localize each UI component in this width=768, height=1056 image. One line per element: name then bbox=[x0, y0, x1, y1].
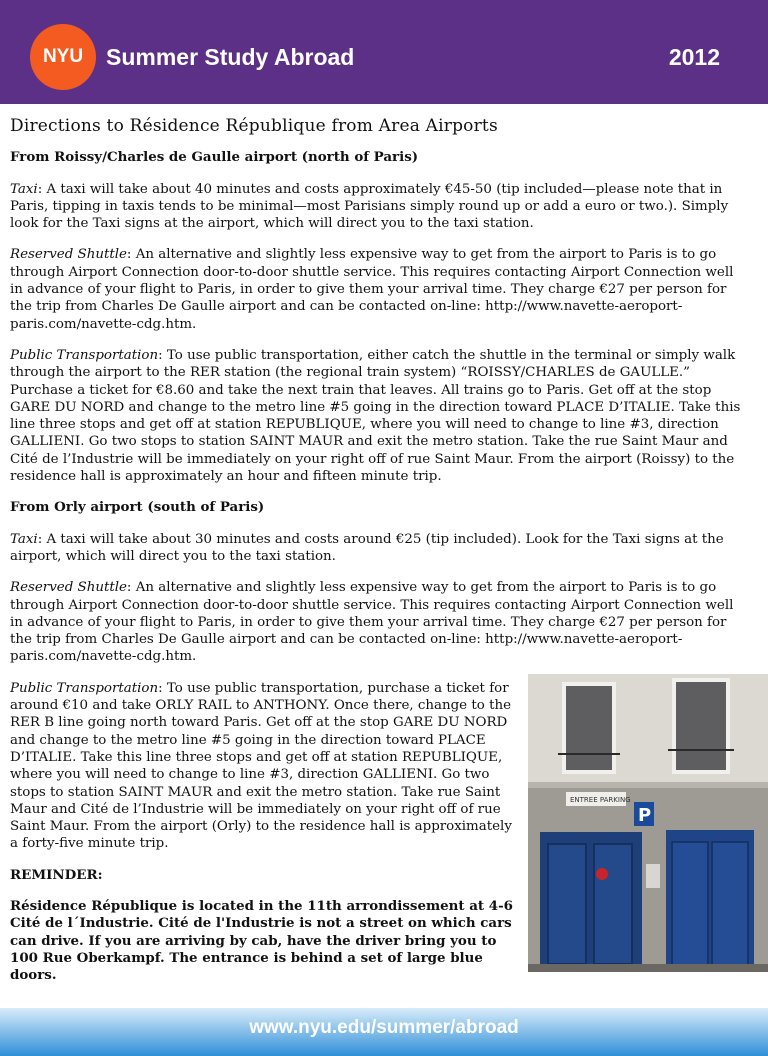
cdg-public-paragraph bbox=[10, 347, 748, 485]
building-entrance-image bbox=[528, 674, 768, 972]
orly-shuttle-label: Reserved Shuttle bbox=[10, 580, 127, 596]
orly-taxi-label: Taxi bbox=[10, 531, 38, 547]
reminder-text: Résidence République is located in the 11th arrondissement at 4-6 Cité de l´Industrie. Cité de l'Industrie is not a street on which cars can drive. If you are arriving by cab, have the driver bring you to 100 Rue Oberkampf. The entrance is behind a set of large blue doors. bbox=[10, 897, 513, 984]
reminder-label: REMINDER: bbox=[10, 866, 103, 883]
orly-taxi-paragraph bbox=[10, 531, 748, 566]
header-year: 2012 bbox=[668, 44, 720, 70]
page-title: Directions to Résidence République from Area Airports bbox=[10, 116, 498, 136]
cdg-heading: From Roissy/Charles de Gaulle airport (north of Paris) bbox=[10, 149, 419, 166]
document-body bbox=[10, 118, 748, 998]
cdg-shuttle-label: Reserved Shuttle bbox=[10, 247, 127, 263]
orly-public-text: : To use public transportation, purchase a ticket for around €10 and take ORLY RAIL to ANTHONY. Once there, change to the RER B line going north toward Paris. Get off at the stop GARE DU NORD and change to the metro line #5 going in the direction toward PLACE D’ITALIE. Take this line three stops and get off at station REPUBLIQUE, where you will need to change to line #3, direction GALLIENI. Go two stops to station SAINT MAUR and exit the metro station. Take rue Saint Maur and Cité de l’Industrie will be immediately on your right off of rue Saint Maur. From the airport (Orly) to the residence hall is approximately a forty-five minute trip. bbox=[10, 680, 512, 852]
cdg-public-text: : To use public transportation, either catch the shuttle in the terminal or simply walk through the airport to the RER station (the regional train system) “ROISSY/CHARLES de GAULLE.” Purchase a ticket for €8.60 and take the next train that leaves. All trains go to Paris. Get off at the stop GARE DU NORD and change to the metro line #5 going in the direction toward PLACE D’ITALIE. Take this line three stops and get off at station REPUBLIQUE, where you will need to change to line #3, direction GALLIENI. Go two stops to station SAINT MAUR and exit the metro station. Take the rue Saint Maur and Cité de l’Industrie will be immediately on your right off of rue Saint Maur. From the airport (Roissy) to the residence hall is approximately an hour and fifteen minute trip. bbox=[10, 347, 741, 485]
cdg-taxi-text: : A taxi will take about 40 minutes and costs approximately €45-50 (tip included—please note that in Paris, tipping in taxis tends to be minimal—most Parisians simply round up or add a euro or two.). Simply look for the Taxi signs at the airport, which will direct you to the taxi station. bbox=[10, 181, 729, 232]
cdg-shuttle-paragraph bbox=[10, 246, 748, 332]
header-title: Summer Study Abroad bbox=[106, 44, 355, 70]
cdg-public-label: Public Transportation bbox=[10, 347, 159, 363]
orly-public-label: Public Transportation bbox=[10, 680, 159, 696]
cdg-taxi-label: Taxi bbox=[10, 181, 38, 197]
header-banner bbox=[0, 0, 768, 104]
photo-sign-text: ENTREE PARKING bbox=[570, 795, 631, 804]
nyu-logo[interactable] bbox=[30, 24, 96, 90]
building-photo bbox=[528, 674, 768, 972]
footer-banner bbox=[0, 1008, 768, 1056]
orly-taxi-text: : A taxi will take about 30 minutes and costs around €25 (tip included). Look for the Taxi signs at the airport, which will direct you to the taxi station. bbox=[10, 531, 724, 564]
logo-text: NYU bbox=[42, 46, 84, 67]
orly-heading: From Orly airport (south of Paris) bbox=[10, 499, 265, 516]
footer-url-link[interactable]: www.nyu.edu/summer/abroad bbox=[249, 1017, 519, 1038]
cdg-taxi-paragraph bbox=[10, 181, 748, 233]
svg-text:P: P bbox=[638, 804, 652, 826]
orly-shuttle-text: : An alternative and slightly less expensive way to get from the airport to Paris is to go through Airport Connection door-to-door shuttle service. This requires contacting Airport Connection well in advance of your flight to Paris, in order to give them your arrival time. They charge €27 per person for the trip from Charles De Gaulle airport and can be contacted on-line: http://www.navette-aeroport-paris.com/navette-cdg.htm. bbox=[10, 580, 734, 665]
cdg-shuttle-text: : An alternative and slightly less expensive way to get from the airport to Paris is to go through Airport Connection door-to-door shuttle service. This requires contacting Airport Connection well in advance of your flight to Paris, in order to give them your arrival time. They charge €27 per person for the trip from Charles De Gaulle airport and can be contacted on-line: http://www.navette-aeroport-paris.com/navette-cdg.htm. bbox=[10, 247, 734, 332]
orly-shuttle-paragraph bbox=[10, 579, 748, 665]
